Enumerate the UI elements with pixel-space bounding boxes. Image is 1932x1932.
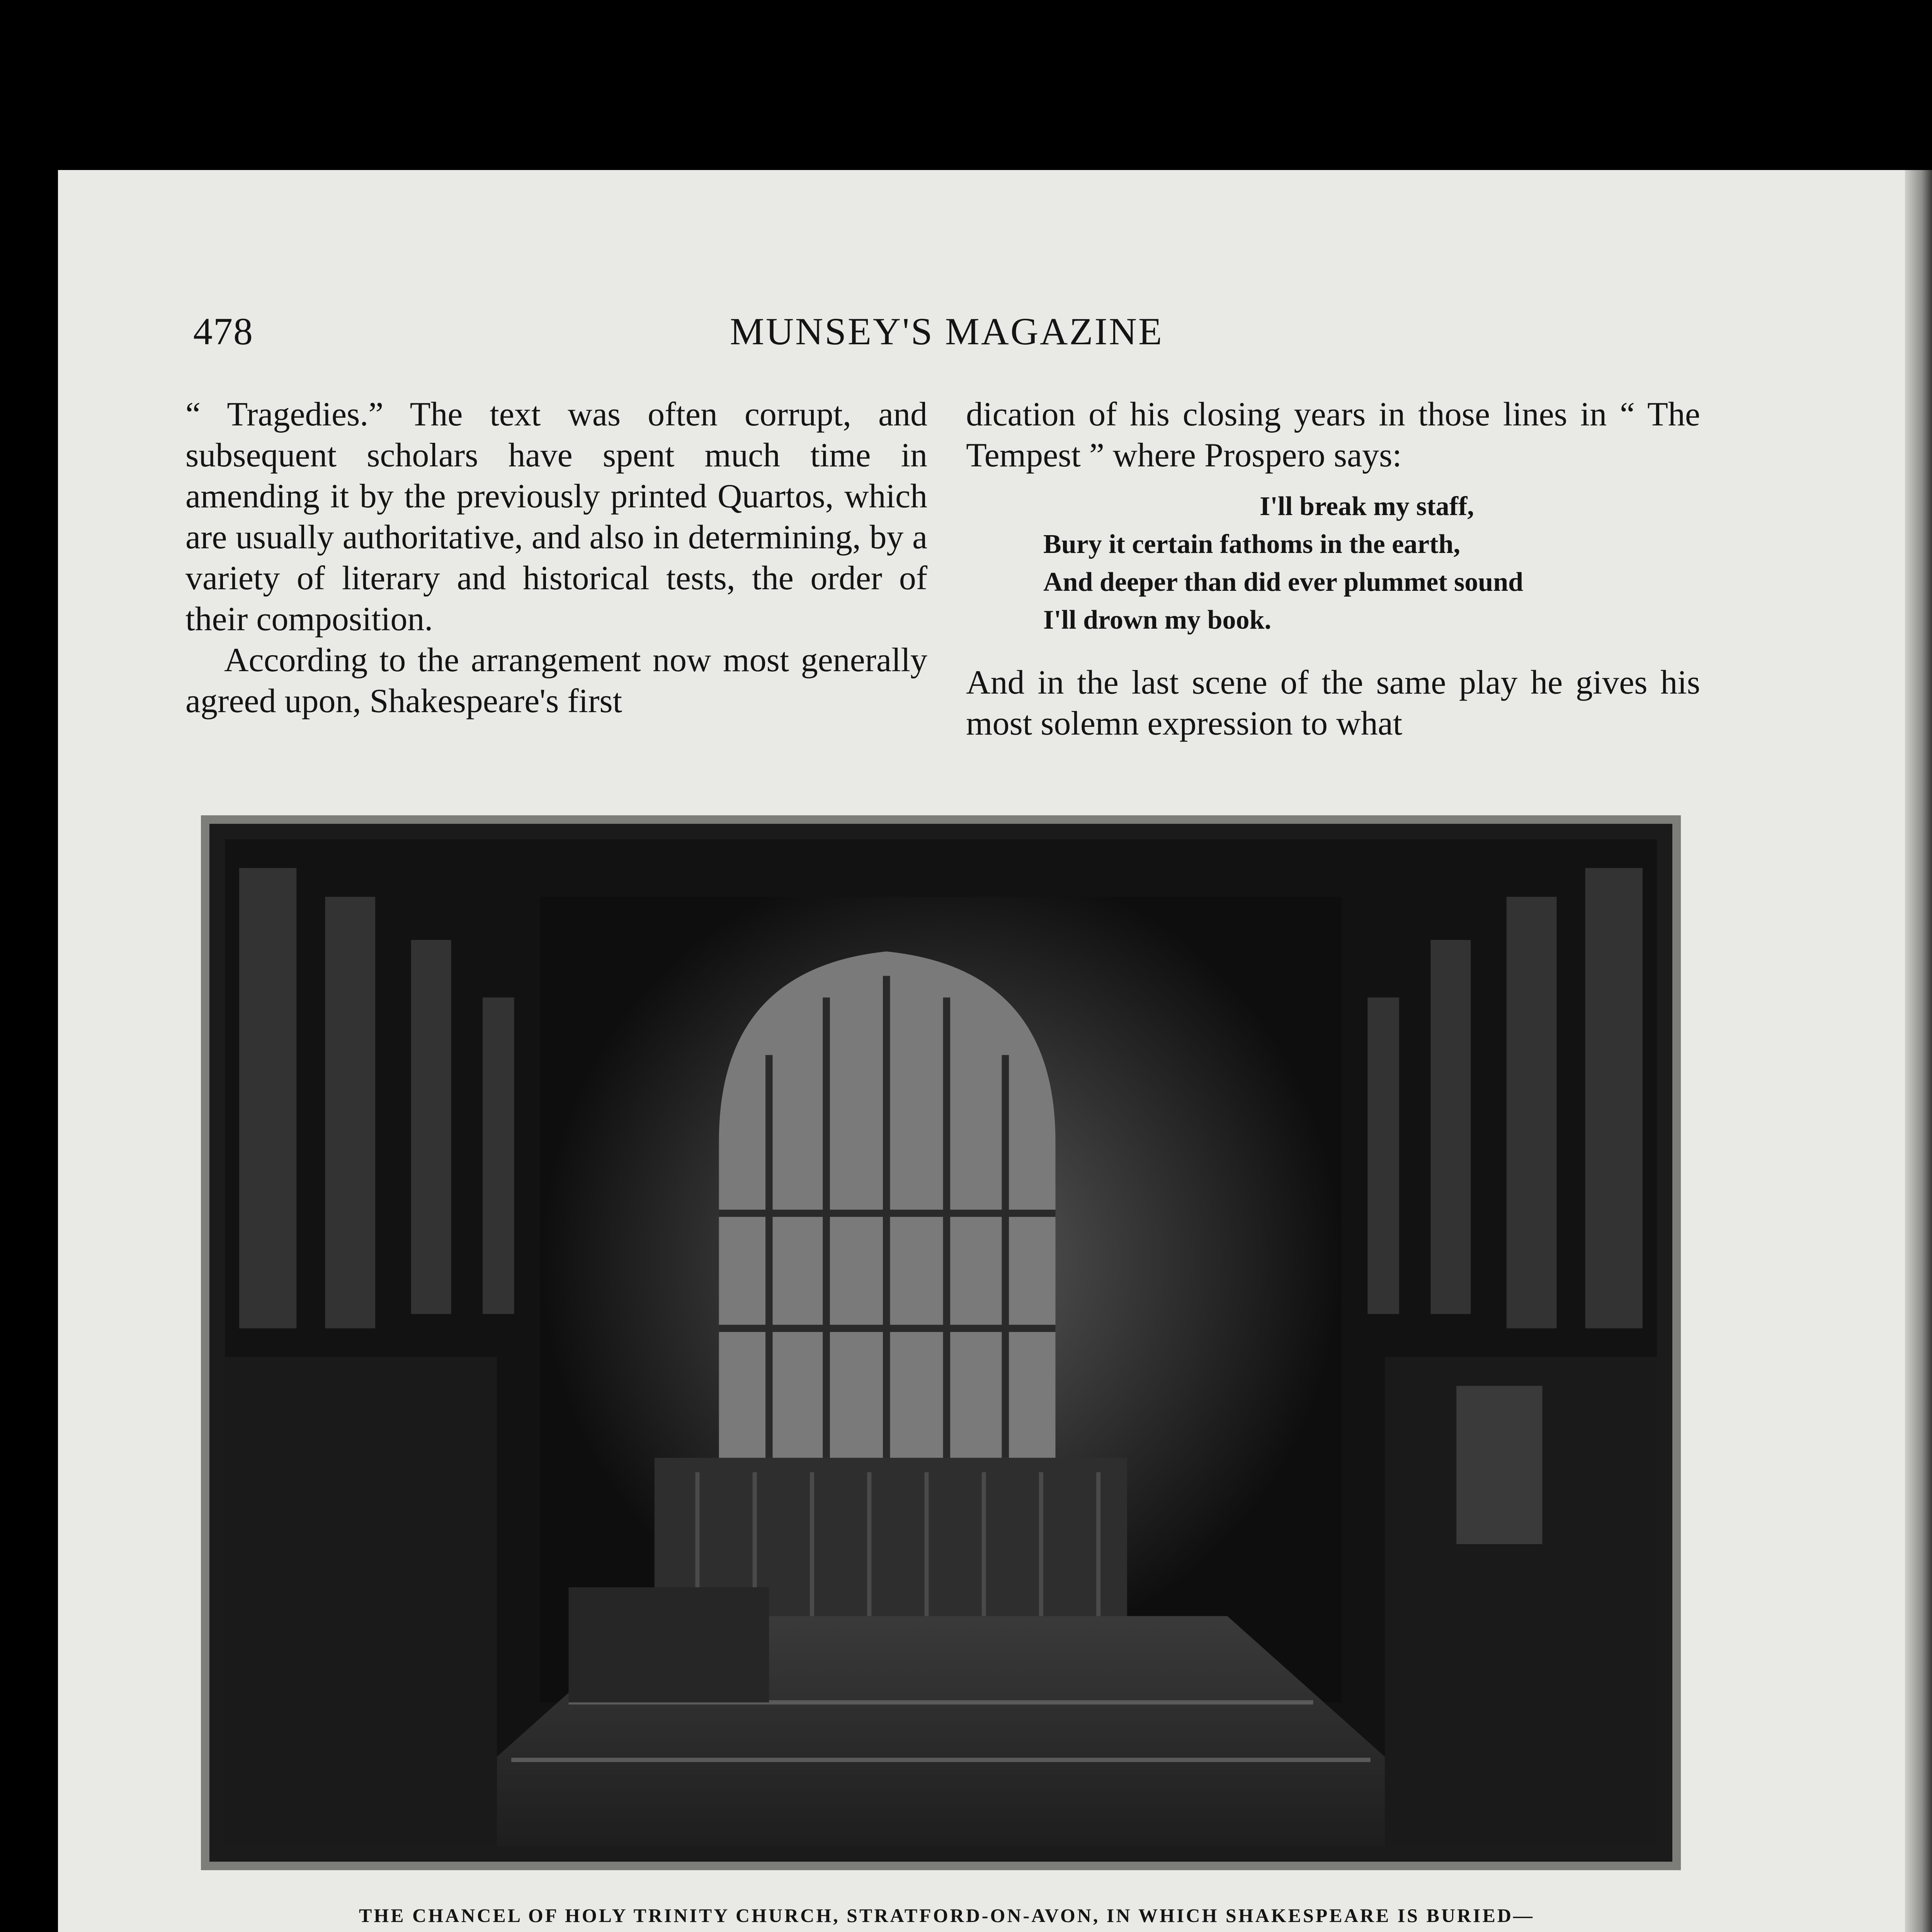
- verse-line: Bury it certain fathoms in the earth,: [1043, 529, 1461, 559]
- tempest-verse: [966, 488, 1700, 639]
- caption-line: [193, 1930, 1700, 1932]
- top-left-column: [185, 394, 927, 722]
- paragraph: “ Tragedies.” The text was often corrupt, and subsequent scholars have spent much time in amending it by the previously printed Quartos, which are usually authoritative, and also in determining, by a variety of literary and historical tests, the order of their composition.: [185, 396, 927, 638]
- paragraph: According to the arrangement now most generally agreed upon, Shakespeare's first: [185, 641, 927, 720]
- top-right-column: [966, 394, 1700, 744]
- paragraph: And in the last scene of the same play he gives his most solemn expression to what: [966, 664, 1700, 742]
- verse-line: I'll break my staff,: [1260, 492, 1474, 521]
- caption-line: THE CHANCEL OF HOLY TRINITY CHURCH, STRATFORD-ON-AVON, IN WHICH SHAKESPEARE IS BURIED—: [359, 1905, 1534, 1926]
- church-interior-illustration: [225, 839, 1657, 1846]
- running-title: MUNSEY'S MAGAZINE: [730, 310, 1164, 353]
- page-number: 478: [193, 310, 253, 353]
- paragraph: dication of his closing years in those lines in “ The Tempest ” where Prospero says:: [966, 396, 1700, 474]
- chancel-photograph: [201, 815, 1681, 1870]
- page-gutter: [1905, 170, 1932, 1932]
- verse-line: And deeper than did ever plummet sound: [1043, 567, 1524, 597]
- verse-line: I'll drown my book.: [1043, 605, 1271, 635]
- photo-caption: [193, 1901, 1700, 1932]
